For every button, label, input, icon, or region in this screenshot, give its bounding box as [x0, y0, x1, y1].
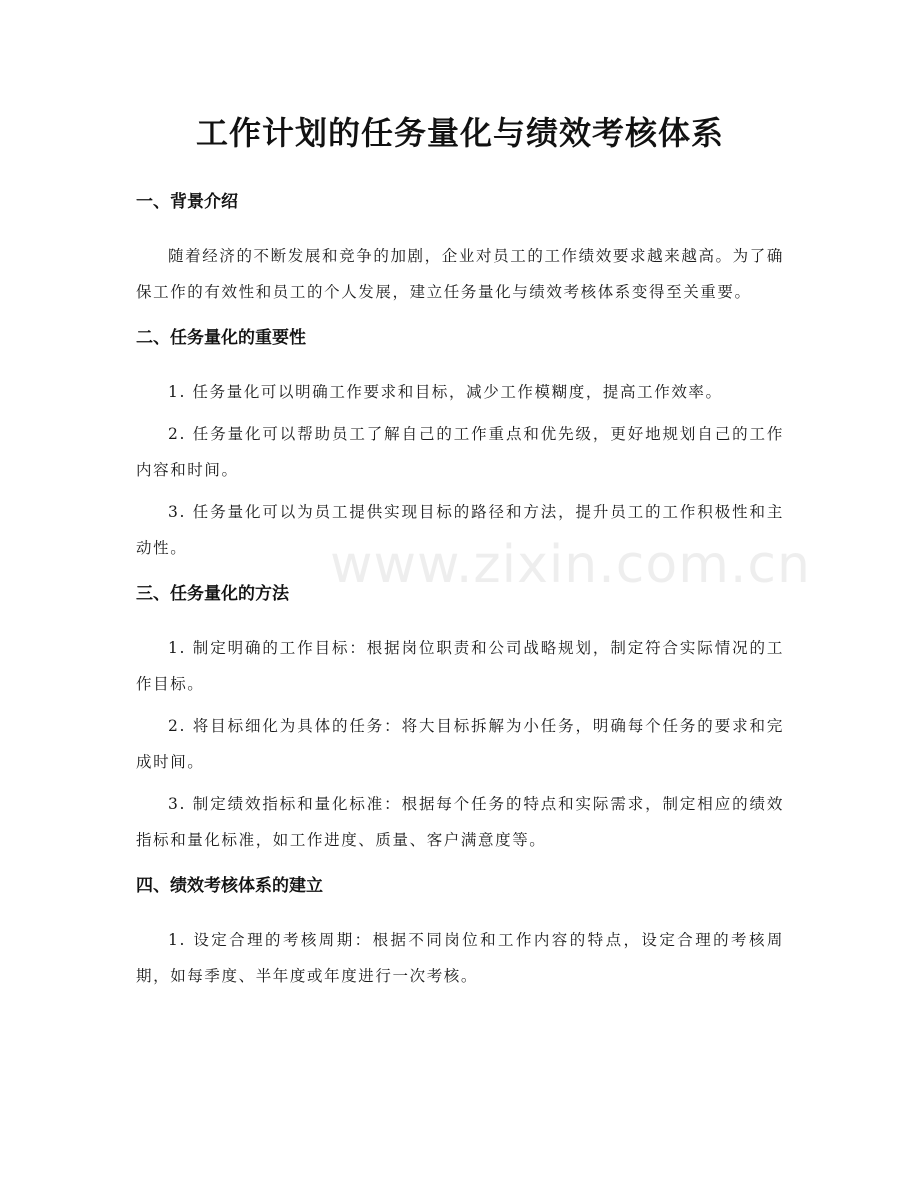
paragraph: 随着经济的不断发展和竞争的加剧，企业对员工的工作绩效要求越来越高。为了确保工作的有效性和员工的个人发展，建立任务量化与绩效考核体系变得至关重要。 [136, 247, 784, 301]
document-title: 工作计划的任务量化与绩效考核体系 [195, 114, 724, 152]
list-item: 1. 任务量化可以明确工作要求和目标，减少工作模糊度，提高工作效率。 [168, 383, 723, 401]
section-heading: 二、任务量化的重要性 [136, 328, 306, 348]
section-heading: 三、任务量化的方法 [136, 584, 289, 604]
section-appraisal-system [136, 870, 784, 994]
list-item: 2. 任务量化可以帮助员工了解自己的工作重点和优先级，更好地规划自己的工作内容和时间。 [136, 425, 784, 479]
section-background [136, 186, 784, 310]
section-methods [136, 578, 784, 858]
section-importance [136, 322, 784, 566]
watermark: www.zixin.com.cn [330, 535, 811, 595]
document-body [136, 186, 784, 994]
list-item: 1. 设定合理的考核周期：根据不同岗位和工作内容的特点，设定合理的考核周期，如每季度、半年度或年度进行一次考核。 [136, 931, 784, 985]
list-item: 3. 任务量化可以为员工提供实现目标的路径和方法，提升员工的工作积极性和主动性。 [136, 503, 784, 557]
list-item: 2. 将目标细化为具体的任务：将大目标拆解为小任务，明确每个任务的要求和完成时间。 [136, 717, 784, 771]
section-heading: 四、绩效考核体系的建立 [136, 876, 323, 896]
list-item: 3. 制定绩效指标和量化标准：根据每个任务的特点和实际需求，制定相应的绩效指标和量化标准，如工作进度、质量、客户满意度等。 [136, 795, 784, 849]
section-heading: 一、背景介绍 [136, 192, 238, 212]
list-item: 1. 制定明确的工作目标：根据岗位职责和公司战略规划，制定符合实际情况的工作目标。 [136, 639, 784, 693]
